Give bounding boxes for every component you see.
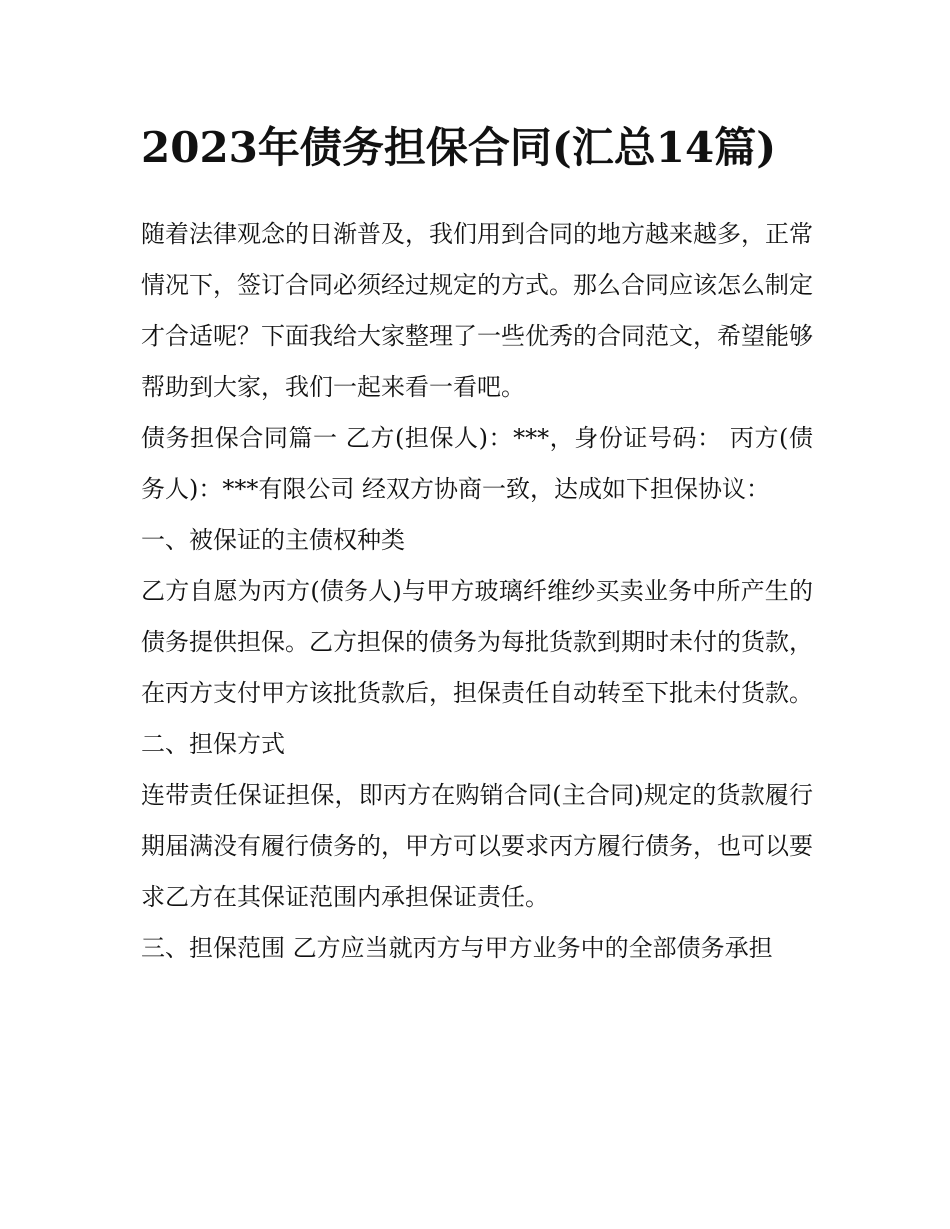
section-heading-3: 三、担保范围 乙方应当就丙方与甲方业务中的全部债务承担 [141, 934, 773, 962]
document-page [141, 116, 813, 974]
section-body-2: 连带责任保证担保，即丙方在购销合同(主合同)规定的货款履行期届满没有履行债务的，甲方可以要求丙方履行债务，也可以要求乙方在其保证范围内承担保证责任。 [141, 781, 813, 911]
contract-parties-paragraph: 债务担保合同篇一 乙方(担保人)：***，身份证号码： 丙方(债务人)：***有限公司 经双方协商一致，达成如下担保协议： [141, 424, 813, 503]
intro-paragraph: 随着法律观念的日渐普及，我们用到合同的地方越来越多，正常情况下，签订合同必须经过规定的方式。那么合同应该怎么制定才合适呢？下面我给大家整理了一些优秀的合同范文，希望能够帮助到大家，我们一起来看一看吧。 [141, 220, 813, 401]
section-body-1: 乙方自愿为丙方(债务人)与甲方玻璃纤维纱买卖业务中所产生的债务提供担保。乙方担保的债务为每批货款到期时未付的货款，在丙方支付甲方该批货款后，担保责任自动转至下批未付货款。 [141, 577, 813, 707]
section-heading-2: 二、担保方式 [141, 730, 285, 758]
document-title: 2023年债务担保合同(汇总14篇) [141, 123, 777, 172]
section-heading-1: 一、被保证的主债权种类 [141, 526, 405, 554]
